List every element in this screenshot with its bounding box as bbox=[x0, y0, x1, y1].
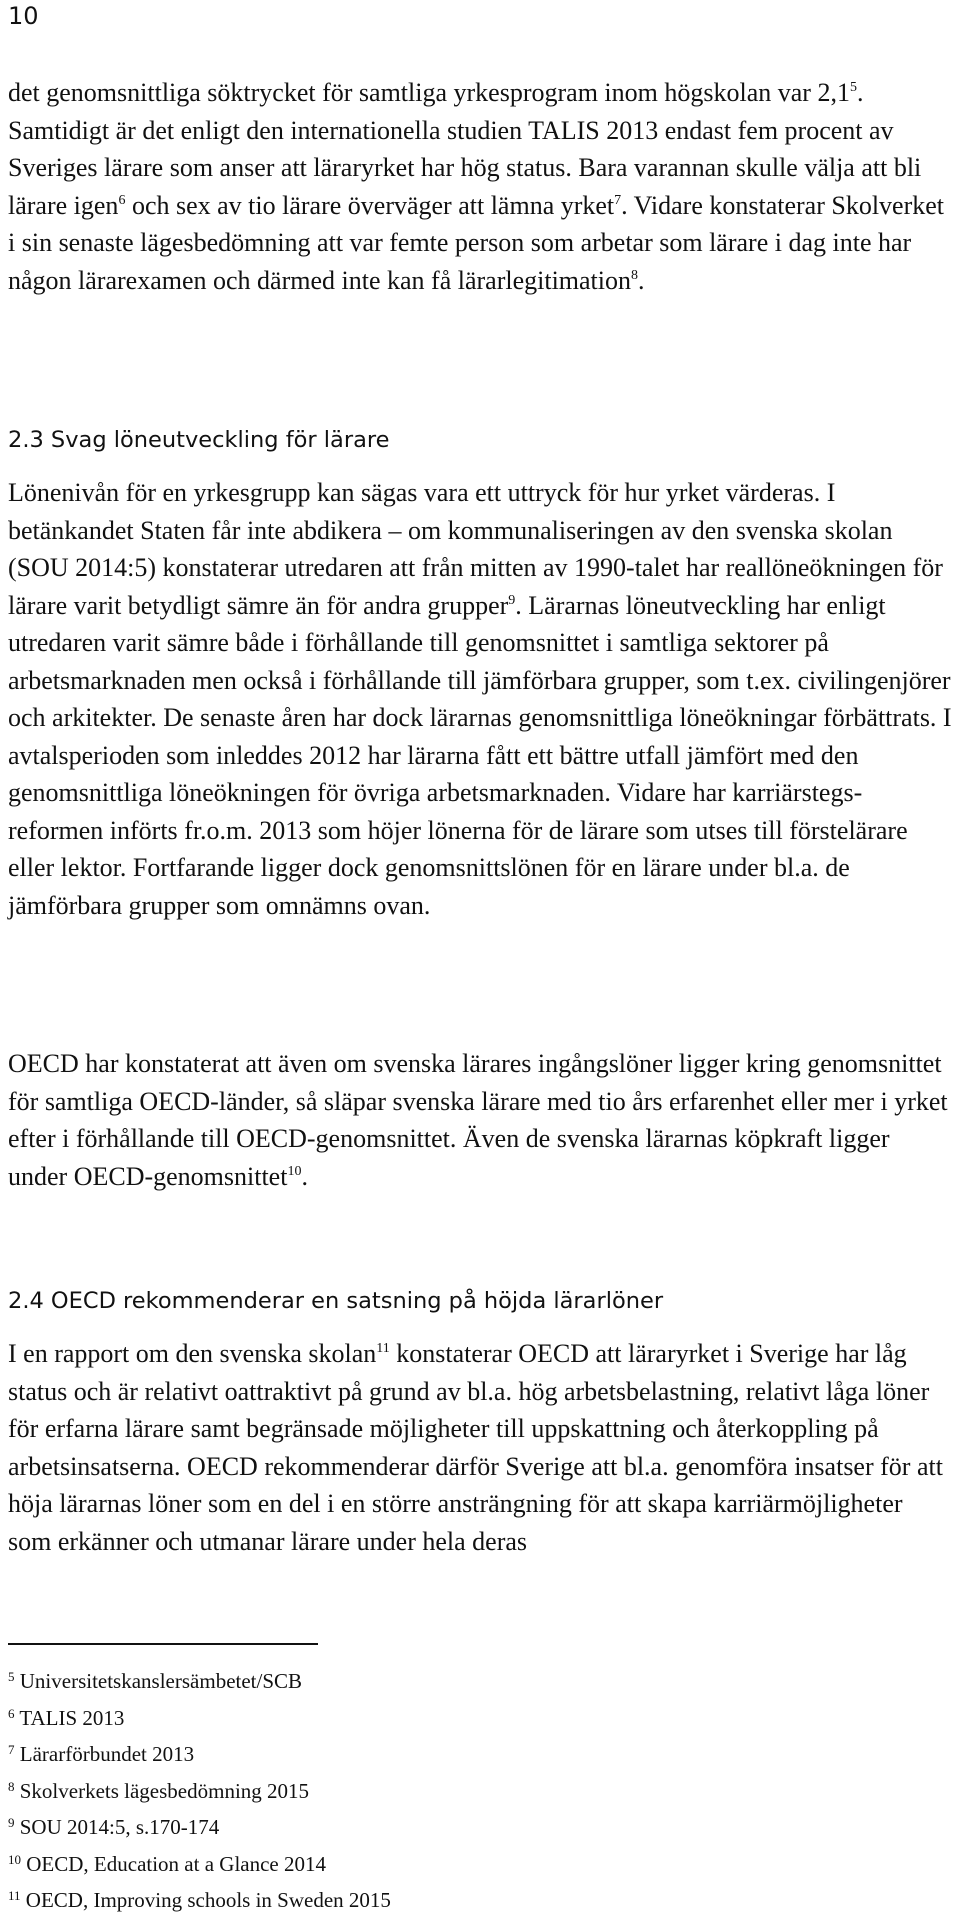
paragraph-text: Lönenivån för en yrkesgrupp kan sägas vara ett uttryck för hur yrket värderas. I betänkandet Staten får inte abdikera – om kommunaliseringen av den svenska skolan (SOU 2014:5) konstaterar utredaren att från mitten av 1990-talet har reallöneökningen för lärare varit betydligt sämre än för andra grupper bbox=[8, 478, 943, 620]
paragraph-text: . Lärarnas löneutveckling har enligt utredaren varit sämre både i förhållande till genomsnittet i samtliga sektorer på arbetsmarknaden men också i förhållande till jämförbara grupper, som t.ex. civilingenjörer och arkitekter. De senaste åren har dock lärarnas genomsnittliga löneökningar förbättrats. I avtalsperioden som inleddes 2012 har lärarna fått ett bättre utfall jämfört med den genomsnittliga löneökningen för övriga arbetsmarknaden. Vidare har karriärstegs-reformen införts fr.o.m. 2013 som höjer lönerna för de lärare som utses till förstelärare eller lektor. Fortfarande ligger dock genomsnittslönen för en lärare under bl.a. de jämförbara grupper som omnämns ovan. bbox=[8, 590, 952, 920]
body-paragraph-status bbox=[8, 74, 952, 299]
footnote-number: 6 bbox=[8, 1705, 15, 1721]
footnote-reference[interactable]: 6 bbox=[118, 192, 126, 208]
page-number: 10 bbox=[8, 2, 39, 30]
footnotes-list bbox=[8, 1661, 391, 1917]
section-heading-2-4: 2.4 OECD rekommenderar en satsning på höjda lärarlöner bbox=[8, 1288, 664, 1314]
body-paragraph-salary-development bbox=[8, 474, 952, 924]
footnote-number: 5 bbox=[8, 1669, 15, 1684]
footnote-text: TALIS 2013 bbox=[19, 1705, 125, 1730]
footnote-number: 7 bbox=[8, 1742, 15, 1757]
footnote-text: OECD, Improving schools in Sweden 2015 bbox=[25, 1888, 391, 1912]
footnote-number: 8 bbox=[8, 1778, 15, 1794]
body-paragraph-oecd-comparison bbox=[8, 1045, 952, 1195]
paragraph-text: . bbox=[638, 265, 645, 295]
footnote-item bbox=[8, 1698, 391, 1735]
paragraph-text: I en rapport om den svenska skolan bbox=[8, 1339, 377, 1368]
footnote-reference[interactable]: 11 bbox=[376, 1341, 390, 1356]
footnote-text: Universitetskanslersämbetet/SCB bbox=[19, 1669, 303, 1693]
body-paragraph-oecd-recommendation bbox=[8, 1335, 952, 1560]
footnote-item bbox=[8, 1771, 391, 1808]
footnote-separator bbox=[8, 1643, 318, 1645]
footnote-number: 11 bbox=[8, 1888, 21, 1903]
footnote-number: 9 bbox=[8, 1815, 15, 1830]
footnote-text: Lärarförbundet 2013 bbox=[19, 1742, 195, 1766]
paragraph-text: OECD har konstaterat att även om svenska lärares ingångslöner ligger kring genomsnittet för samtliga OECD-länder, så släpar svenska lärare med tio års erfarenhet eller mer i yrket efter i förhållande till OECD-genomsnittet. Även de svenska lärarnas köpkraft ligger under OECD-genomsnittet bbox=[8, 1049, 948, 1191]
footnote-item bbox=[8, 1807, 391, 1844]
footnote-reference[interactable]: 10 bbox=[287, 1163, 302, 1179]
footnote-item bbox=[8, 1880, 391, 1917]
paragraph-text: . Samtidigt är det enligt den internationella studien TALIS 2013 endast fem procent av Sveriges lärare som anser att läraryrket har hög status. Bara varannan skulle välja att bli lärare igen bbox=[8, 78, 922, 220]
footnote-reference[interactable]: 5 bbox=[849, 80, 857, 95]
footnote-reference[interactable]: 7 bbox=[614, 192, 622, 208]
footnote-number: 10 bbox=[8, 1851, 21, 1867]
paragraph-text: det genomsnittliga söktrycket för samtliga yrkesprogram inom högskolan var 2,1 bbox=[8, 78, 850, 107]
footnote-text: SOU 2014:5, s.170-174 bbox=[19, 1815, 220, 1839]
footnote-reference[interactable]: 9 bbox=[508, 592, 516, 608]
footnote-text: OECD, Education at a Glance 2014 bbox=[26, 1851, 326, 1876]
footnote-reference[interactable]: 8 bbox=[631, 267, 638, 283]
footnote-item bbox=[8, 1844, 391, 1881]
footnote-text: Skolverkets lägesbedömning 2015 bbox=[19, 1778, 310, 1803]
section-heading-2-3: 2.3 Svag löneutveckling för lärare bbox=[8, 427, 390, 453]
paragraph-text: . Vidare konstaterar Skolverket i sin senaste lägesbedömning att var femte person som arbetar som lärare i dag inte har någon lärarexamen och därmed inte kan få lärarlegitimation bbox=[8, 190, 945, 295]
paragraph-text: konstaterar OECD att läraryrket i Sverige har låg status och är relativt oattraktivt på grund av bl.a. hög arbetsbelastning, relativt låga löner för erfarna lärare samt begränsade möjligheter till uppskattning och återkoppling på arbetsinsatserna. OECD rekommenderar därför Sverige att bl.a. genomföra insatser för att höja lärarnas löner som en del i en större ansträngning för att skapa karriärmöjligheter som erkänner och utmanar lärare under hela deras bbox=[8, 1339, 943, 1556]
paragraph-text: och sex av tio lärare överväger att lämna yrket bbox=[125, 190, 615, 220]
footnote-item bbox=[8, 1661, 391, 1698]
footnote-item bbox=[8, 1734, 391, 1771]
paragraph-text: . bbox=[301, 1161, 308, 1191]
